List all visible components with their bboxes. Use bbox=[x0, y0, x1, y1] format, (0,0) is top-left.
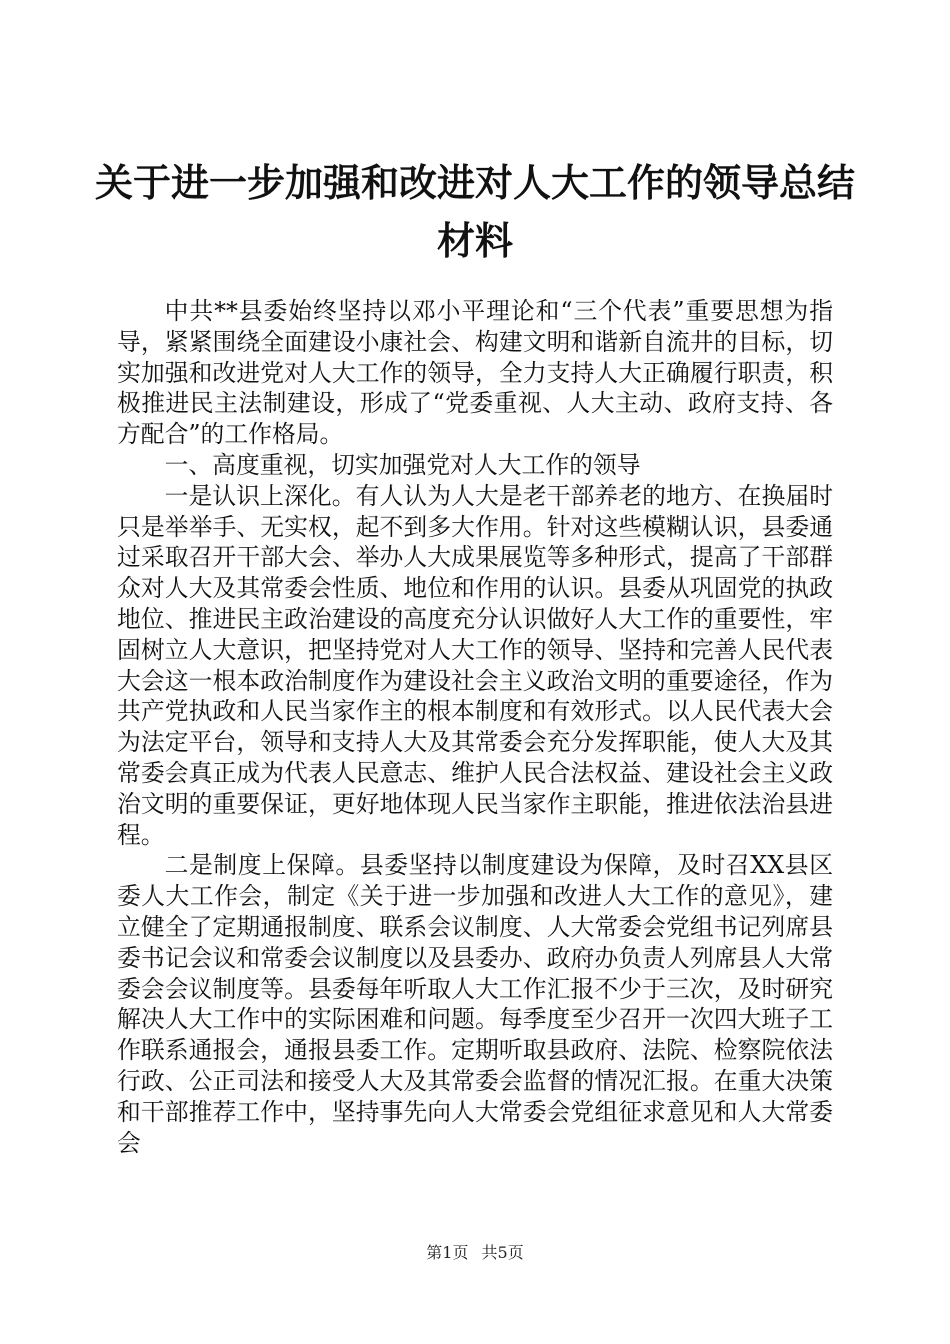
document-title-line-2: 材料 bbox=[436, 219, 513, 263]
document-title-line-1: 关于进一步加强和改进对人大工作的领导总结 bbox=[94, 161, 855, 205]
page-total: 共5页 bbox=[481, 1243, 524, 1262]
section-heading: 一、高度重视，切实加强党对人大工作的领导 bbox=[164, 450, 641, 479]
intro-paragraph: 中共**县委始终坚持以邓小平理论和“三个代表”重要思想为指导，紧紧围绕全面建设小康社会、构建文明和谐新自流井的目标，切实加强和改进党对人大工作的领导，全力支持人大正确履行职责，积极推进民主法制建设，形成了“党委重视、人大主动、政府支持、各方配合”的工作格局。 bbox=[117, 297, 833, 449]
page-footer bbox=[0, 1243, 950, 1263]
paragraph-system: 二是制度上保障。县委坚持以制度建设为保障，及时召XX县区委人大工作会，制定《关于进一步加强和改进人大工作的意见》，建立健全了定期通报制度、联系会议制度、人大常委会党组书记列席县委书记会议和常委会议制度以及县委办、政府办负责人列席县人大常委会会议制度等。县委每年听取人大工作汇报不少于三次，及时研究解决人大工作中的实际困难和问题。每季度至少召开一次四大班子工作联系通报会，通报县委工作。定期听取县政府、法院、检察院依法行政、公正司法和接受人大及其常委会监督的情况汇报。在重大决策和干部推荐工作中，坚持事先向人大常委会党组征求意见和人大常委会 bbox=[117, 851, 833, 1157]
paragraph-awareness: 一是认识上深化。有人认为人大是老干部养老的地方、在换届时只是举举手、无实权，起不到多大作用。针对这些模糊认识，县委通过采取召开干部大会、举办人大成果展览等多种形式，提高了干部群众对人大及其常委会性质、地位和作用的认识。县委从巩固党的执政地位、推进民主政治建设的高度充分认识做好人大工作的重要性，牢固树立人大意识，把坚持党对人大工作的领导、坚持和完善人民代表大会这一根本政治制度作为建设社会主义政治文明的重要途径，作为共产党执政和人民当家作主的根本制度和有效形式。以人民代表大会为法定平台，领导和支持人大及其常委会充分发挥职能，使人大及其常委会真正成为代表人民意志、维护人民合法权益、建设社会主义政治文明的重要保证，更好地体现人民当家作主职能，推进依法治县进程。 bbox=[117, 481, 833, 849]
document-body bbox=[117, 296, 833, 1158]
page-number: 第1页 bbox=[426, 1243, 469, 1262]
